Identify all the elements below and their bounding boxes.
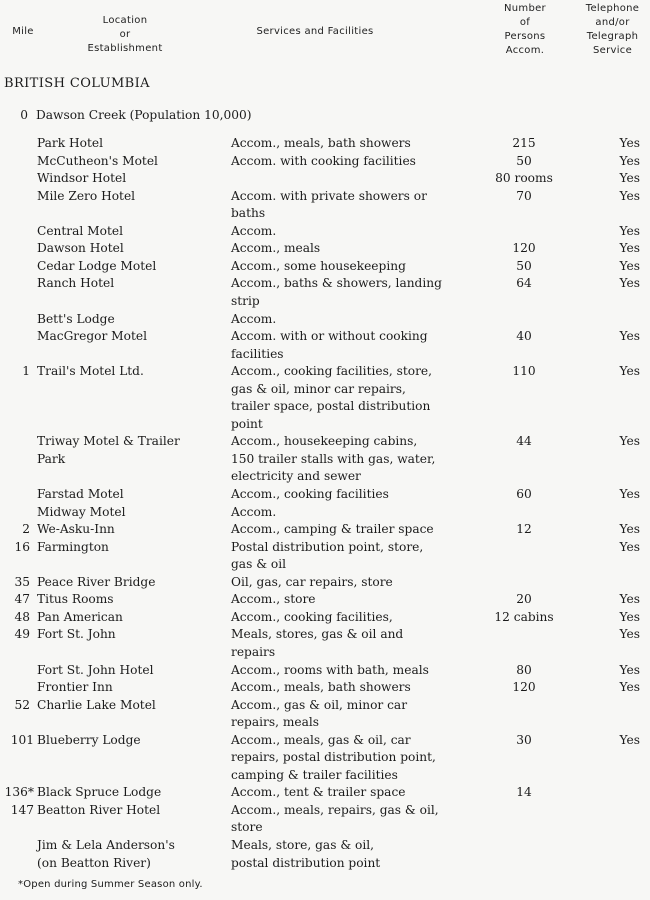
row-telephone: Yes [619,276,640,291]
row-mile: 47 [14,592,30,607]
row-services: Accom. [231,504,277,519]
row-services: Accom., meals, gas & oil, car [231,732,411,747]
table-row [0,416,650,434]
row-location: Windsor Hotel [37,171,127,186]
row-telephone: Yes [619,487,640,501]
row-persons: 14 [516,785,532,800]
row-mile: 35 [14,574,30,589]
table-row [0,626,650,644]
row-services: baths [231,206,266,221]
row-telephone: Yes [619,539,640,554]
row-persons: 64 [516,276,532,291]
row-services: camping & trailer facilities [231,767,398,782]
row-telephone: Yes [619,153,640,168]
row-persons: 20 [516,592,532,607]
row-services: Accom., camping & trailer space [231,522,434,537]
row-telephone: Yes [619,241,640,256]
row-telephone: Yes [619,171,640,186]
table-row [0,346,650,364]
row-mile: 147 [10,802,34,817]
table-row [0,328,650,346]
table-row [0,749,650,767]
row-services: Accom., store [231,592,316,607]
row-location: Park [37,451,66,466]
row-mile: 52 [14,697,30,712]
row-services: electricity and sewer [231,469,361,484]
row-location: Blueberry Lodge [37,732,141,747]
row-persons: 80 rooms [495,171,553,186]
row-location: Midway Motel [37,504,126,519]
row-persons: 50 [516,153,532,168]
row-location: Park Hotel [37,136,103,150]
table-row [0,486,650,504]
row-persons: 120 [512,241,536,256]
row-location: Beatton River Hotel [37,802,161,817]
row-services: gas & oil, minor car repairs, [231,381,406,396]
row-location: Charlie Lake Motel [37,697,156,712]
row-services: repairs, meals [231,715,320,730]
header-telephone-line: Telegraph [586,31,639,42]
table-row [0,188,650,206]
row-location: Triway Motel & Trailer [37,434,180,449]
row-location: Titus Rooms [37,592,114,607]
header-location [80,14,170,56]
row-telephone: Yes [619,522,640,537]
row-services: Accom. with or without cooking [231,329,428,344]
header-mile-label: Mile [12,26,34,37]
row-services: facilities [231,346,284,361]
row-services: Accom., housekeeping cabins, [231,434,418,449]
row-persons: 215 [512,136,536,150]
row-location: Fort St. John [37,627,116,642]
row-telephone: Yes [619,627,640,642]
city-row [0,107,650,125]
table-row [0,468,650,486]
row-telephone: Yes [619,434,640,449]
row-location: Peace River Bridge [37,574,156,589]
header-telephone [575,2,650,58]
header-services-label: Services and Facilities [256,26,374,37]
row-services: Oil, gas, car repairs, store [231,574,393,589]
row-location: Mile Zero Hotel [37,188,136,203]
row-services: repairs, postal distribution point, [231,750,436,765]
table-row [0,135,650,153]
table-row [0,679,650,697]
row-telephone: Yes [619,609,640,624]
table-row [0,223,650,241]
table-row [0,293,650,311]
table-row [0,433,650,451]
row-location: Jim & Lela Anderson's [37,838,175,852]
row-location: Black Spruce Lodge [37,785,162,800]
row-services: Accom., meals, bath showers [231,680,411,695]
row-telephone: Yes [619,680,640,695]
row-services: postal distribution point [231,855,381,870]
header-telephone-line: and/or [595,17,630,28]
table-row [0,521,650,539]
row-location: Pan American [37,609,123,624]
table-row [0,767,650,785]
section-heading: BRITISH COLUMBIA [4,76,150,91]
row-services: Accom., meals, bath showers [231,136,411,150]
header-number-line: Accom. [505,45,545,56]
table-row [0,819,650,837]
row-location: Central Motel [37,223,123,238]
table-row [0,153,650,171]
row-services: Accom. [231,223,277,238]
row-persons: 30 [516,732,532,747]
row-persons: 12 cabins [494,609,554,624]
header-mile [8,25,38,39]
row-telephone: Yes [619,329,640,344]
table-row [0,504,650,522]
row-telephone: Yes [619,662,640,677]
row-services: Accom., some housekeeping [231,258,406,273]
city-name: Dawson Creek (Population 10,000) [36,108,252,122]
row-services: Postal distribution point, store, [231,539,424,554]
header-location-line: Establishment [87,43,163,54]
table-row [0,609,650,627]
row-location: Bett's Lodge [37,311,115,326]
row-telephone: Yes [619,136,640,150]
row-location: MacGregor Motel [37,329,148,344]
row-mile: 16 [14,539,30,554]
table-row [0,697,650,715]
row-location: Dawson Hotel [37,241,124,256]
row-services: Meals, stores, gas & oil and [231,627,404,642]
table-row [0,258,650,276]
row-services: point [231,416,263,431]
row-telephone: Yes [619,223,640,238]
row-services: Accom., cooking facilities, store, [231,364,432,379]
row-services: store [231,820,263,835]
header-telephone-line: Telephone [585,3,640,14]
row-services: repairs [231,644,276,659]
table-row [0,714,650,732]
row-services: trailer space, postal distribution [231,399,431,414]
row-mile: 1 [22,364,30,379]
row-services: Accom. with cooking facilities [231,153,416,168]
table-row [0,855,650,873]
table-row [0,784,650,802]
header-telephone-line: Service [592,45,633,56]
row-services: gas & oil [231,557,287,572]
footnote: *Open during Summer Season only. [18,879,203,890]
table-row [0,311,650,329]
row-location: Ranch Hotel [37,276,115,291]
row-services: Meals, store, gas & oil, [231,838,375,852]
row-persons: 80 [516,662,532,677]
table-row [0,574,650,592]
row-persons: 12 [516,522,532,537]
row-services: strip [231,293,260,308]
header-services [230,25,400,39]
row-location: McCutheon's Motel [37,153,158,168]
row-telephone: Yes [619,592,640,607]
table-row [0,275,650,293]
row-telephone: Yes [619,188,640,203]
table-row [0,240,650,258]
table-row [0,591,650,609]
row-telephone: Yes [619,364,640,379]
table-row [0,644,650,662]
row-location: We-Asku-Inn [37,522,115,537]
row-mile: 136* [4,785,34,800]
row-telephone: Yes [619,732,640,747]
table-row [0,381,650,399]
row-location: Cedar Lodge Motel [37,258,157,273]
row-telephone: Yes [619,258,640,273]
row-services: Accom., cooking facilities [231,487,389,501]
row-mile: 49 [14,627,30,642]
row-services: Accom., meals [231,241,321,256]
row-mile: 101 [10,732,34,747]
row-services: Accom. with private showers or [231,188,427,203]
row-services: Accom., baths & showers, landing [231,276,442,291]
header-number-line: Number [504,3,546,14]
row-services: Accom., cooking facilities, [231,609,393,624]
header-location-line: Location [102,15,148,26]
header-number-line: of [519,17,531,28]
row-persons: 50 [516,258,532,273]
row-location: Trail's Motel Ltd. [37,364,144,379]
header-location-line: or [119,29,131,40]
row-persons: 44 [516,434,532,449]
table-row [0,732,650,750]
table-row [0,205,650,223]
row-services: Accom., meals, repairs, gas & oil, [231,802,439,817]
city-mile: 0 [20,108,28,122]
row-persons: 40 [516,329,532,344]
row-services: Accom., tent & trailer space [231,785,406,800]
table-row [0,170,650,188]
row-services: Accom., rooms with bath, meals [231,662,429,677]
row-location: Farstad Motel [37,487,124,501]
table-row [0,451,650,469]
table-row [0,837,650,855]
row-persons: 120 [512,680,536,695]
table-row [0,802,650,820]
table-row [0,539,650,557]
row-persons: 60 [516,487,532,501]
row-services: Accom. [231,311,277,326]
row-persons: 70 [516,188,532,203]
row-location: (on Beatton River) [37,855,151,870]
row-location: Farmington [37,539,109,554]
header-number-line: Persons [504,31,546,42]
table-row [0,398,650,416]
row-location: Frontier Inn [37,680,113,695]
header-number [495,2,555,58]
row-services: 150 trailer stalls with gas, water, [231,451,436,466]
row-mile: 48 [14,609,30,624]
row-services: Accom., gas & oil, minor car [231,697,408,712]
table-row [0,363,650,381]
row-location: Fort St. John Hotel [37,662,154,677]
row-persons: 110 [512,364,536,379]
row-mile: 2 [22,522,30,537]
table-row [0,662,650,680]
table-row [0,556,650,574]
